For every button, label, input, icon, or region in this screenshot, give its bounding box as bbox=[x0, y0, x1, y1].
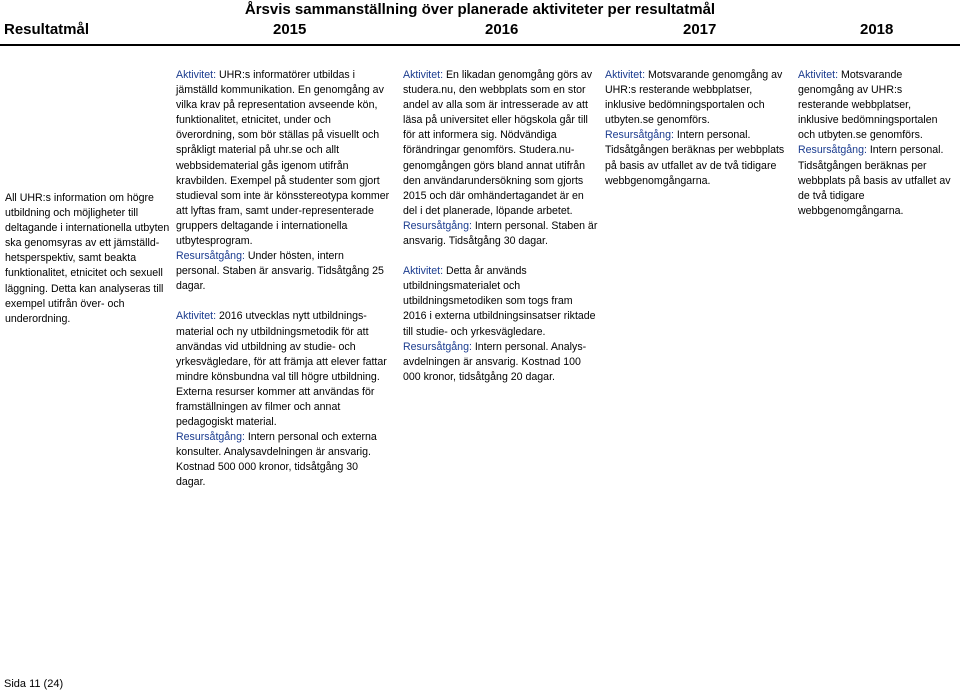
activity-2016-2 bbox=[403, 264, 599, 385]
activity-2015-2 bbox=[176, 309, 390, 490]
page-title: Årsvis sammanställning över planerade aktiviteter per resultatmål bbox=[244, 1, 716, 18]
activity-text: UHR:s informatörer utbildas i jämställd kommunikation. En genomgång av vilka krav på representation avseende kön, funktionalitet, etnicitet, under och överordning, som bör ställas på visuellt och språkligt material på uhr.se och allt webbsidematerial gås igenom utifrån kravbilden. Exempel på studenter som gjort studieval som inte är könsstereotypa kommer att lyftas fram, samt under-representerade gruppers deltagande i internationella utbytesprogram. bbox=[176, 69, 390, 248]
resource-label: Resursåtgång: bbox=[403, 340, 472, 353]
activity-text: En likadan genomgång görs av studera.nu, den webbplats som en stor andel av alla som är intresserade av att läsa på universitet eller högskola går till för att informera sig. Nödvändiga förändringar genomförs. Studera.nu-genomgången görs bland annat utifrån den användarundersökning som gjorts 2015 och där omhändertagandet är en del i det planerade, löpande arbetet. bbox=[403, 69, 593, 217]
activity-label: Aktivitet: bbox=[403, 69, 444, 81]
column-2015 bbox=[176, 68, 390, 506]
activity-label: Aktivitet: bbox=[176, 69, 217, 81]
activity-text: 2016 utvecklas nytt utbildnings-material och ny utbildningsmetodik för att användas vid utbildning av studie- och yrkesvägledare, för att främja att elever fattar mindre könsbundna val till högre utbildning. Externa resurser kommer att användas för framställningen av filmer och annat pedagogiskt material. bbox=[176, 310, 387, 429]
activity-2015-1 bbox=[176, 68, 390, 294]
header-year-2015: 2015 bbox=[273, 21, 307, 38]
page-number: Sida 11 (24) bbox=[4, 678, 64, 690]
header-divider bbox=[0, 44, 960, 46]
resource-text: Intern personal. Staben är ansvarig. Tidsåtgång 30 dagar. bbox=[403, 219, 598, 248]
header-year-2016: 2016 bbox=[485, 21, 519, 38]
resource-label: Resursåtgång: bbox=[605, 129, 674, 142]
header-resultatmal: Resultatmål bbox=[4, 21, 90, 38]
activity-label: Aktivitet: bbox=[403, 265, 444, 278]
activity-2017-1 bbox=[605, 68, 795, 189]
resource-text: Intern personal. Tidsåtgången beräknas per webbplats på basis av utfallet av de två tidigare webbgenomgångarna. bbox=[605, 129, 785, 187]
activity-text: Detta år används utbildningsmaterialet och utbildningsmetodiken som togs fram 2016 i externa utbildningsinsatser riktade till studie- och yrkesvägledare. bbox=[403, 265, 596, 338]
activity-label: Aktivitet: bbox=[798, 69, 839, 81]
column-2018 bbox=[798, 68, 954, 234]
header-year-2018: 2018 bbox=[860, 21, 894, 38]
column-2017 bbox=[605, 68, 795, 204]
resource-label: Resursåtgång: bbox=[176, 250, 245, 263]
resource-label: Resursåtgång: bbox=[798, 144, 867, 157]
header-year-2017: 2017 bbox=[683, 21, 717, 38]
activity-text: Motsvarande genomgång av UHR:s resterande webbplatser, inklusive bedömningsportalen och utbyten.se genomförs. bbox=[798, 69, 938, 142]
resource-label: Resursåtgång: bbox=[403, 219, 472, 232]
goal-text: All UHR:s information om högre utbildning och möjligheter till deltagande i internationella utbyten ska genomsyras av ett jämställd-hetsperspektiv, samt beakta funktionalitet, etnicitet och sexuell läggning. Detta kan analyseras till exempel utifrån över- och underordning. bbox=[5, 192, 170, 325]
resource-label: Resursåtgång: bbox=[176, 431, 245, 444]
resource-text: Intern personal och externa konsulter. Analysavdelningen är ansvarig. Kostnad 500 000 kronor, tidsåtgång 30 dagar. bbox=[176, 431, 377, 489]
activity-label: Aktivitet: bbox=[605, 69, 646, 81]
table-header bbox=[0, 19, 960, 41]
activity-2016-1 bbox=[403, 68, 599, 249]
resource-text: Under hösten, intern personal. Staben är ansvarig. Tidsåtgång 25 dagar. bbox=[176, 250, 384, 293]
activity-label: Aktivitet: bbox=[176, 310, 217, 323]
activity-2018-1 bbox=[798, 68, 954, 219]
column-2016 bbox=[403, 68, 599, 400]
resource-text: Intern personal. Tidsåtgången beräknas per webbplats på basis av utfallet av de två tidigare webbgenomgångarna. bbox=[798, 144, 951, 217]
resource-text: Intern personal. Analys-avdelningen är ansvarig. Kostnad 100 000 kronor, tidsåtgång 20 dagar. bbox=[403, 340, 587, 383]
activity-text: Motsvarande genomgång av UHR:s resterande webbplatser, inklusive bedömningsportalen och utbyten.se genomförs. bbox=[605, 69, 783, 127]
